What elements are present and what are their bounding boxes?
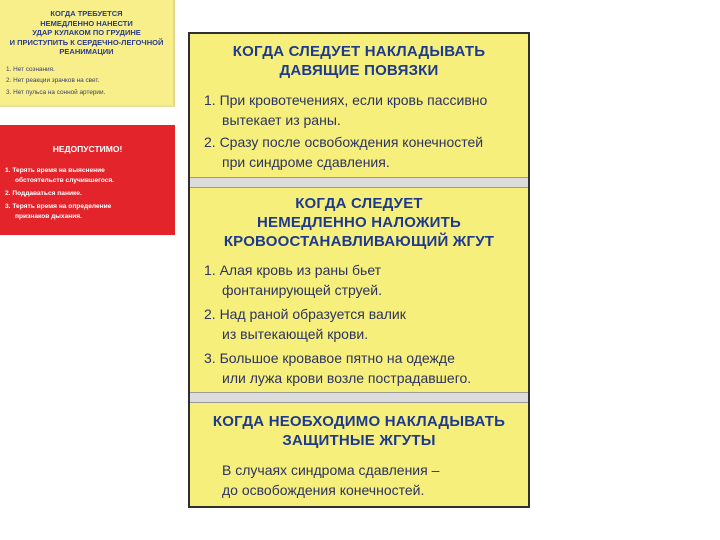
resuscitation-card bbox=[0, 0, 175, 107]
item-line: 1. При кровотечениях, если кровь пассивно bbox=[204, 92, 488, 108]
title-line: КОГДА СЛЕДУЕТ НАКЛАДЫВАТЬ bbox=[232, 43, 486, 60]
item-line: 2. Сразу после освобождения конечностей bbox=[204, 134, 484, 150]
text-line: В случаях синдрома сдавления – bbox=[222, 462, 440, 478]
protective-tourniquet-text bbox=[222, 460, 518, 500]
title-line: ЗАЩИТНЫЕ ЖГУТЫ bbox=[282, 432, 436, 449]
item-continuation: обстоятельств случившегося. bbox=[15, 177, 115, 184]
item-continuation: вытекает из раны. bbox=[222, 112, 341, 128]
title-line: И ПРИСТУПИТЬ К СЕРДЕЧНО-ЛЕГОЧНОЙ bbox=[9, 37, 164, 47]
list-item: 1. Нет сознания. bbox=[6, 65, 55, 73]
item-line: 1. Алая кровь из раны бьет bbox=[204, 262, 382, 278]
title-line: УДАР КУЛАКОМ ПО ГРУДИНЕ bbox=[32, 28, 141, 38]
title-line: КОГДА НЕОБХОДИМО НАКЛАДЫВАТЬ bbox=[212, 413, 506, 430]
resuscitation-list bbox=[0, 57, 173, 99]
item-line: 3. Терять время на определение bbox=[5, 203, 112, 210]
item-line: 3. Большое кровавое пятно на одежде bbox=[204, 350, 455, 366]
bandage-guide-panel bbox=[188, 32, 530, 508]
list-item bbox=[5, 202, 167, 222]
list-item: 3. Нет пульса на сонной артерии. bbox=[6, 88, 106, 96]
item-continuation: признаков дыхания. bbox=[15, 213, 82, 220]
item-line: 2. Поддаваться панике. bbox=[5, 190, 82, 197]
title-line: КОГДА СЛЕДУЕТ bbox=[295, 195, 423, 212]
list-item bbox=[204, 132, 518, 172]
resuscitation-title bbox=[0, 0, 173, 57]
title-line: РЕАНИМАЦИИ bbox=[59, 47, 114, 57]
list-item bbox=[204, 90, 518, 130]
item-line: 1. Терять время на выяснение bbox=[5, 167, 105, 174]
forbidden-title: НЕДОПУСТИМО! bbox=[52, 144, 123, 154]
title-line: ДАВЯЩИЕ ПОВЯЗКИ bbox=[279, 62, 439, 79]
item-continuation: фонтанирующей струей. bbox=[222, 282, 382, 298]
section-divider bbox=[190, 177, 528, 188]
section-divider bbox=[190, 392, 528, 403]
list-item bbox=[204, 304, 518, 344]
item-continuation: или лужа крови возле пострадавшего. bbox=[222, 370, 472, 386]
title-line: НЕМЕДЛЕННО НАНЕСТИ bbox=[40, 18, 133, 28]
list-item bbox=[5, 189, 167, 199]
protective-tourniquet-title bbox=[190, 412, 528, 450]
title-line: КОГДА ТРЕБУЕТСЯ bbox=[50, 9, 123, 18]
text-line: до освобождения конечностей. bbox=[222, 482, 425, 498]
item-continuation: из вытекающей крови. bbox=[222, 326, 369, 342]
list-item bbox=[5, 166, 167, 186]
forbidden-card bbox=[0, 125, 175, 235]
title-line: КРОВООСТАНАВЛИВАЮЩИЙ ЖГУТ bbox=[223, 233, 495, 250]
item-line: 2. Над раной образуется валик bbox=[204, 306, 406, 322]
list-item: 2. Нет реакции зрачков на свет. bbox=[6, 77, 100, 85]
item-continuation: при синдроме сдавления. bbox=[222, 154, 390, 170]
forbidden-list bbox=[0, 154, 175, 222]
pressure-bandage-title bbox=[190, 42, 528, 80]
list-item bbox=[204, 260, 518, 300]
tourniquet-title bbox=[190, 194, 528, 251]
title-line: НЕМЕДЛЕННО НАЛОЖИТЬ bbox=[257, 214, 461, 231]
list-item bbox=[204, 348, 518, 388]
